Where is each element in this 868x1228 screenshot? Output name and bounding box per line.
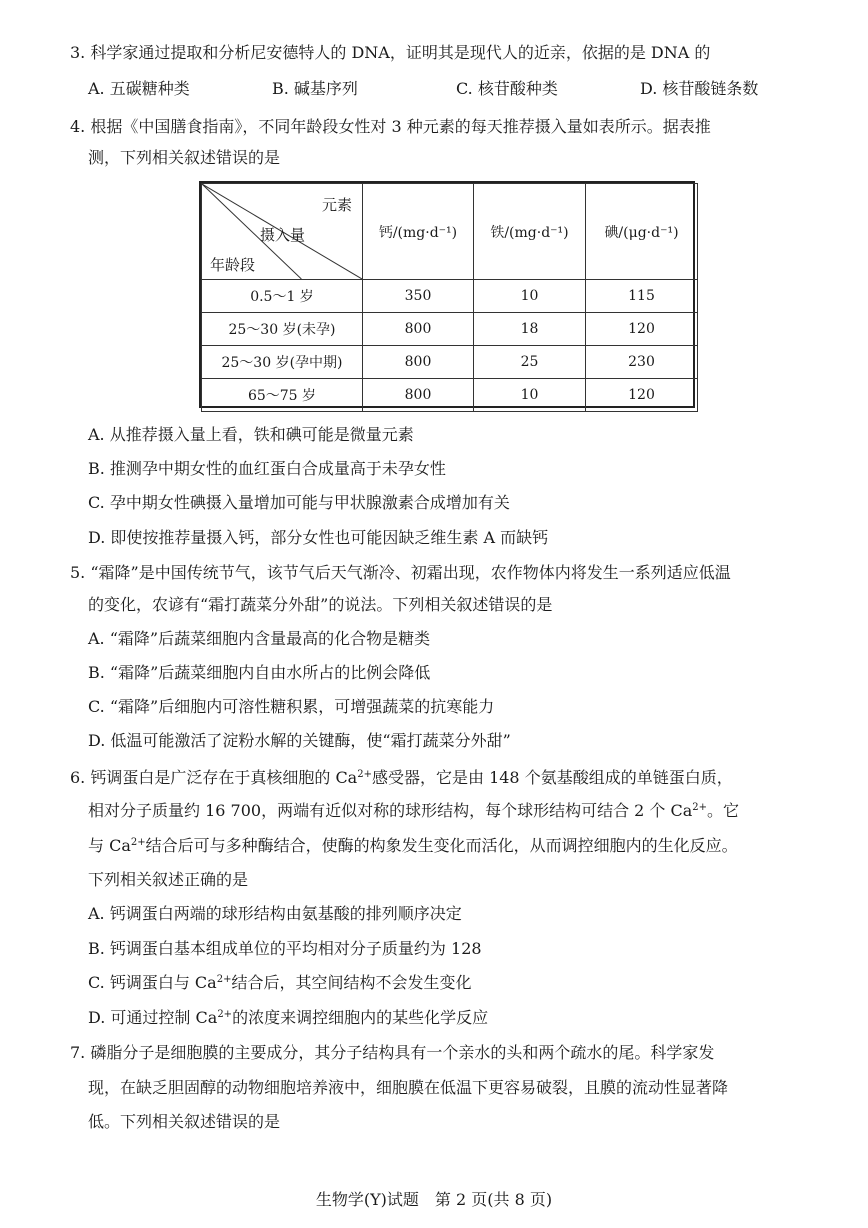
cell-iodine: 230	[586, 346, 698, 379]
cell-calcium: 800	[363, 313, 474, 346]
q6-line1	[70, 767, 733, 789]
cell-calcium: 350	[363, 280, 474, 313]
cell-iodine: 120	[586, 379, 698, 412]
q6-option-a: A. 钙调蛋白两端的球形结构由氨基酸的排列顺序决定	[88, 904, 462, 923]
q3-stem: 3. 科学家通过提取和分析尼安德特人的 DNA，证明其是现代人的近亲，依据的是 DNA 的	[70, 43, 711, 62]
q6-option-b: B. 钙调蛋白基本组成单位的平均相对分子质量约为 128	[88, 939, 482, 958]
q6-line3	[88, 835, 738, 857]
q5-option-d: D. 低温可能激活了淀粉水解的关键酶，使“霜打蔬菜分外甜”	[88, 731, 511, 750]
q6-line2-a: 相对分子质量约 16 700，两端有近似对称的球形结构，每个球形结构可结合 2 个 Ca	[88, 801, 693, 820]
q3-option-d: D. 核苷酸链条数	[640, 79, 759, 98]
q6-option-c-b: 结合后，其空间结构不会发生变化	[231, 973, 472, 992]
cell-calcium: 800	[363, 346, 474, 379]
ion-charge: 2+	[692, 802, 708, 813]
q6-line3-a: 与 Ca	[88, 836, 131, 855]
cell-calcium: 800	[363, 379, 474, 412]
cell-iron: 18	[474, 313, 586, 346]
ion-charge: 2+	[130, 837, 146, 848]
q3-option-a: A. 五碳糖种类	[88, 79, 190, 98]
table-row	[202, 379, 698, 412]
q3-option-b: B. 碱基序列	[272, 79, 358, 98]
table-row	[202, 313, 698, 346]
q5-option-b: B. “霜降”后蔬菜细胞内自由水所占的比例会降低	[88, 663, 431, 682]
q5-option-a: A. “霜降”后蔬菜细胞内含量最高的化合物是糖类	[88, 629, 431, 648]
q5-stem-line2: 的变化，农谚有“霜打蔬菜分外甜”的说法。下列相关叙述错误的是	[88, 595, 553, 614]
q3-options	[88, 78, 808, 102]
ion-charge: 2+	[217, 1009, 233, 1020]
q6-line4: 下列相关叙述正确的是	[88, 870, 249, 889]
q7-line1: 7. 磷脂分子是细胞膜的主要成分，其分子结构具有一个亲水的头和两个疏水的尾。科学家发	[70, 1043, 715, 1062]
q4-option-d: D. 即使按推荐量摄入钙，部分女性也可能因缺乏维生素 A 而缺钙	[88, 528, 549, 547]
col-header-iodine: 碘/(μg·d⁻¹)	[586, 184, 698, 280]
q4-stem-line1: 4. 根据《中国膳食指南》，不同年龄段女性对 3 种元素的每天推荐摄入量如表所示。据表推	[70, 117, 711, 136]
cell-age: 25～30 岁(孕中期)	[202, 346, 363, 379]
q7-line2: 现，在缺乏胆固醇的动物细胞培养液中，细胞膜在低温下更容易破裂，且膜的流动性显著降	[88, 1078, 729, 1097]
q6-option-d-b: 的浓度来调控细胞内的某些化学反应	[232, 1008, 489, 1027]
ion-charge: 2+	[357, 769, 372, 780]
cell-iron: 10	[474, 379, 586, 412]
q4-stem-line2: 测，下列相关叙述错误的是	[88, 148, 281, 167]
cell-iodine: 120	[586, 313, 698, 346]
q4-option-b: B. 推测孕中期女性的血红蛋白合成量高于未孕女性	[88, 459, 446, 478]
q6-line3-b: 结合后可与多种酶结合，使酶的构象发生变化而活化，从而调控细胞内的生化反应。	[145, 836, 738, 855]
cell-iodine: 115	[586, 280, 698, 313]
cell-iron: 10	[474, 280, 586, 313]
cell-age: 0.5～1 岁	[202, 280, 363, 313]
q4-option-a: A. 从推荐摄入量上看，铁和碘可能是微量元素	[88, 425, 414, 444]
corner-label-age: 年龄段	[210, 256, 256, 274]
q6-line2	[88, 800, 739, 822]
col-header-calcium: 钙/(mg·d⁻¹)	[363, 184, 474, 280]
table-row	[202, 280, 698, 313]
corner-label-element: 元素	[321, 196, 352, 214]
intake-table	[199, 181, 695, 408]
q6-option-c-a: C. 钙调蛋白与 Ca	[88, 973, 217, 992]
cell-age: 25～30 岁(未孕)	[202, 313, 363, 346]
col-header-iron: 铁/(mg·d⁻¹)	[474, 184, 586, 280]
table-corner-header	[202, 184, 363, 280]
q4-option-c: C. 孕中期女性碘摄入量增加可能与甲状腺激素合成增加有关	[88, 493, 510, 512]
ion-charge: 2+	[216, 974, 232, 985]
cell-iron: 25	[474, 346, 586, 379]
q3-option-c: C. 核苷酸种类	[456, 79, 558, 98]
q5-stem-line1: 5. “霜降”是中国传统节气，该节气后天气渐冷、初霜出现，农作物体内将发生一系列适应低温	[70, 563, 731, 582]
q6-line1-a: 6. 钙调蛋白是广泛存在于真核细胞的 Ca	[70, 768, 358, 787]
q5-option-c: C. “霜降”后细胞内可溶性糖积累，可增强蔬菜的抗寒能力	[88, 697, 495, 716]
q6-line1-b: 感受器，它是由 148 个氨基酸组成的单链蛋白质，	[371, 768, 733, 787]
q6-option-d-a: D. 可通过控制 Ca	[88, 1008, 218, 1027]
q6-line2-b: 。它	[707, 801, 740, 820]
cell-age: 65～75 岁	[202, 379, 363, 412]
corner-label-intake: 摄入量	[260, 226, 306, 244]
q6-option-c	[88, 972, 471, 994]
q7-line3: 低。下列相关叙述错误的是	[88, 1112, 281, 1131]
q6-option-d	[88, 1007, 488, 1029]
page-footer: 生物学(Y)试题 第 2 页(共 8 页)	[315, 1190, 553, 1209]
table-row	[202, 346, 698, 379]
